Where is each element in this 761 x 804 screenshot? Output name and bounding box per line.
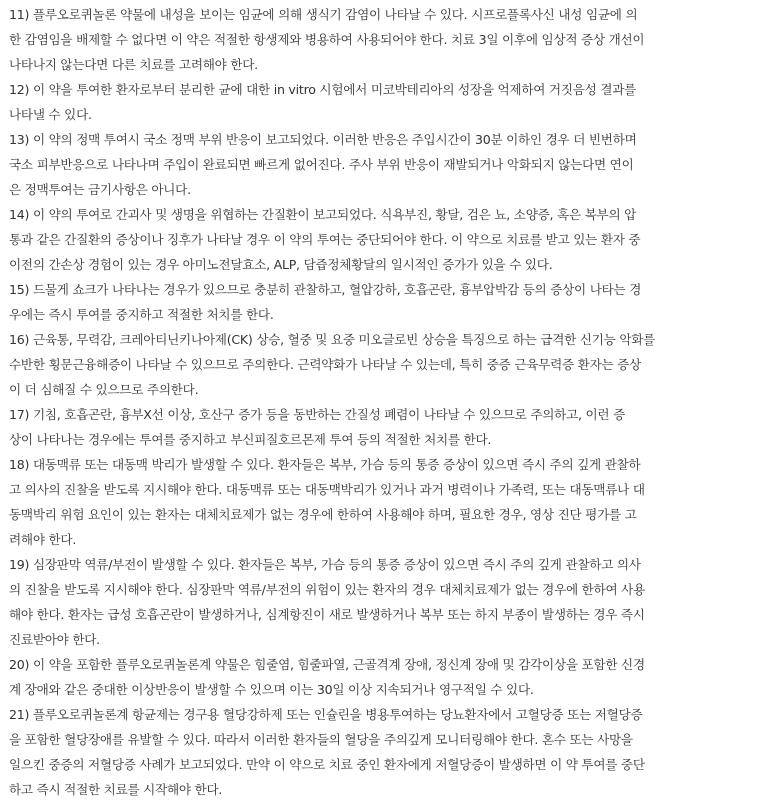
paragraph-line: 이전의 간손상 경험이 있는 경우 아미노전달효소, ALP, 담즙정체황달의 일시적인 증가가 있을 수 있다. — [9, 257, 553, 272]
paragraph-line: 을 포함한 혈당장애를 유발할 수 있다. 따라서 이러한 환자들의 혈당을 주의깊게 모니터링해야 한다. 혼수 또는 사망을 — [9, 732, 633, 747]
paragraph-line: 17) 기침, 호흡곤란, 흉부X선 이상, 호산구 증가 등을 동반하는 간질성 폐렴이 나타날 수 있으므로 주의하고, 이런 증 — [9, 407, 625, 422]
paragraph-line: 은 정맥투여는 금기사항은 아니다. — [9, 182, 191, 197]
paragraph-line: 일으킨 중증의 저혈당증 사례가 보고되었다. 만약 이 약으로 치료 중인 환자에게 저혈당증이 발생하면 이 약 투여를 중단 — [9, 757, 645, 772]
paragraph-line: 나타낼 수 있다. — [9, 107, 92, 122]
paragraph-line: 20) 이 약을 포함한 플루오로퀴놀론계 약물은 힘줄염, 힘줄파열, 근골격계 장애, 정신계 장애 및 감각이상을 포함한 신경 — [9, 657, 645, 672]
paragraph-line: 국소 피부반응으로 나타나며 주입이 완료되면 빠르게 없어진다. 주사 부위 반응이 재발되거나 악화되지 않는다면 연이 — [9, 157, 634, 172]
paragraph-line: 14) 이 약의 투여로 간괴사 및 생명을 위협하는 간질환이 보고되었다. 식욕부진, 황달, 검은 뇨, 소양증, 혹은 복부의 압 — [9, 207, 637, 222]
paragraph-line: 이 더 심해질 수 있으므로 주의한다. — [9, 382, 199, 397]
paragraph-item-11 — [9, 2, 757, 77]
paragraph-item-13 — [9, 127, 757, 202]
paragraph-line: 한 감염임을 배제할 수 없다면 이 약은 적절한 항생제와 병용하여 사용되어야 한다. 치료 3일 이후에 임상적 증상 개선이 — [9, 32, 645, 47]
paragraph-line: 의 진찰을 받도록 지시해야 한다. 심장판막 역류/부전의 위험이 있는 환자의 경우 대체치료제가 없는 경우에 한하여 사용 — [9, 582, 645, 597]
paragraph-line: 진료받아야 한다. — [9, 632, 100, 647]
paragraph-line: 하고 즉시 적절한 치료를 시작해야 한다. — [9, 782, 223, 797]
paragraph-line: 해야 한다. 환자는 급성 호흡곤란이 발생하거나, 심계항진이 새로 발생하거나 복부 또는 하지 부종이 발생하는 경우 즉시 — [9, 607, 645, 622]
paragraph-line: 려해야 한다. — [9, 532, 77, 547]
paragraph-line: 19) 심장판막 역류/부전이 발생할 수 있다. 환자들은 복부, 가슴 등의 통증 증상이 있으면 즉시 주의 깊게 관찰하고 의사 — [9, 557, 641, 572]
paragraph-item-14 — [9, 202, 757, 277]
paragraph-item-16 — [9, 327, 757, 402]
paragraph-item-12 — [9, 77, 757, 127]
paragraph-item-19 — [9, 552, 757, 652]
paragraph-line: 나타나지 않는다면 다른 치료를 고려해야 한다. — [9, 57, 258, 72]
paragraph-line: 12) 이 약을 투여한 환자로부터 분리한 균에 대한 in vitro 시험에서 미코박테리아의 성장을 억제하여 거짓음성 결과를 — [9, 82, 637, 97]
paragraph-line: 계 장애와 같은 중대한 이상반응이 발생할 수 있으며 이는 30일 이상 지속되거나 영구적일 수 있다. — [9, 682, 534, 697]
paragraph-item-20 — [9, 652, 757, 702]
paragraph-line: 18) 대동맥류 또는 대동맥 박리가 발생할 수 있다. 환자들은 복부, 가슴 등의 통증 증상이 있으면 즉시 주의 깊게 관찰하 — [9, 457, 641, 472]
paragraph-line: 16) 근육통, 무력감, 크레아티닌키나아제(CK) 상승, 혈중 및 요중 미오글로빈 상승을 특징으로 하는 급격한 신기능 악화를 — [9, 332, 656, 347]
paragraph-item-17 — [9, 402, 757, 452]
paragraph-item-18 — [9, 452, 757, 552]
paragraph-line: 수반한 횡문근융해증이 나타날 수 있으므로 주의한다. 근력약화가 나타날 수 있는데, 특히 중증 근육무력증 환자는 증상 — [9, 357, 641, 372]
paragraph-line: 고 의사의 진찰을 받도록 지시해야 한다. 대동맥류 또는 대동맥박리가 있거나 과거 병력이나 가족력, 또는 대동맥류나 대 — [9, 482, 645, 497]
paragraph-line: 동맥박리 위험 요인이 있는 환자는 대체치료제가 없는 경우에 한하여 사용해야 하며, 필요한 경우, 영상 진단 평가를 고 — [9, 507, 637, 522]
paragraph-line: 11) 플루오로퀴놀론 약물에 내성을 보이는 임균에 의해 생식기 감염이 나타날 수 있다. 시프로플록사신 내성 임균에 의 — [9, 7, 638, 22]
paragraph-line: 우에는 즉시 투여를 중지하고 적절한 처치를 한다. — [9, 307, 274, 322]
paragraph-line: 21) 플루오로퀴놀론계 항균제는 경구용 혈당강하제 또는 인슐린을 병용투여하는 당뇨환자에서 고혈당증 또는 저혈당증 — [9, 707, 643, 722]
paragraph-line: 15) 드물게 쇼크가 나타나는 경우가 있으므로 충분히 관찰하고, 혈압강하, 호흡곤란, 흉부압박감 등의 증상이 나타는 경 — [9, 282, 642, 297]
paragraph-item-21 — [9, 702, 757, 802]
paragraph-line: 상이 나타나는 경우에는 투여를 중지하고 부신피질호르몬제 투여 등의 적절한 처치를 한다. — [9, 432, 492, 447]
paragraph-item-15 — [9, 277, 757, 327]
paragraph-line: 13) 이 약의 정맥 투여시 국소 정맥 부위 반응이 보고되었다. 이러한 반응은 주입시간이 30분 이하인 경우 더 빈번하며 — [9, 132, 637, 147]
paragraph-line: 통과 같은 간질환의 증상이나 징후가 나타날 경우 이 약의 투여는 중단되어야 한다. 이 약으로 치료를 받고 있는 환자 중 — [9, 232, 641, 247]
